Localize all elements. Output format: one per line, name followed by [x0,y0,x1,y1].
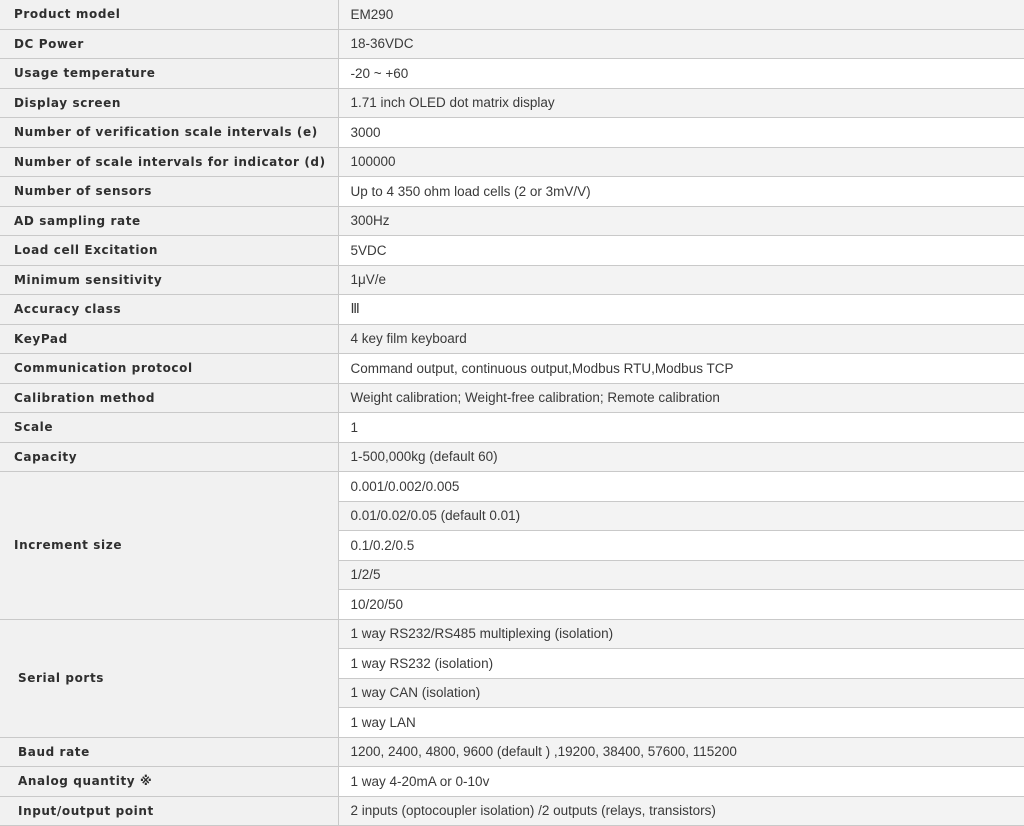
spec-value: 18-36VDC [338,29,1024,59]
spec-label: Communication protocol [0,354,338,384]
spec-label: Scale [0,413,338,443]
spec-label: Baud rate [0,737,338,767]
spec-value: 1μV/e [338,265,1024,295]
spec-row-calibration-method [0,383,1024,413]
spec-value: 4 key film keyboard [338,324,1024,354]
spec-value: -20 ~ +60 [338,59,1024,89]
spec-value: 1 way RS232/RS485 multiplexing (isolation) [338,619,1024,649]
spec-label: Display screen [0,88,338,118]
spec-row-display-screen [0,88,1024,118]
spec-label: DC Power [0,29,338,59]
spec-value: 100000 [338,147,1024,177]
spec-value: 1.71 inch OLED dot matrix display [338,88,1024,118]
spec-row-communication-protocol [0,354,1024,384]
spec-row-serial-ports [0,619,1024,649]
spec-value: Up to 4 350 ohm load cells (2 or 3mV/V) [338,177,1024,207]
spec-value: 1 way CAN (isolation) [338,678,1024,708]
spec-label: Load cell Excitation [0,236,338,266]
spec-row-minimum-sensitivity [0,265,1024,295]
spec-label-serial-ports: Serial ports [0,619,338,737]
spec-value: 5VDC [338,236,1024,266]
spec-row-number-of-sensors [0,177,1024,207]
spec-label: Number of scale intervals for indicator (d) [0,147,338,177]
spec-row-load-cell-excitation [0,236,1024,266]
spec-value: 1 way RS232 (isolation) [338,649,1024,679]
spec-value: Command output, continuous output,Modbus RTU,Modbus TCP [338,354,1024,384]
spec-value: 1 way 4-20mA or 0-10v [338,767,1024,797]
spec-row-keypad [0,324,1024,354]
spec-row-accuracy-class [0,295,1024,325]
spec-label: Product model [0,0,338,29]
spec-value: 0.1/0.2/0.5 [338,531,1024,561]
spec-row-analog-quantity [0,767,1024,797]
spec-value: 1-500,000kg (default 60) [338,442,1024,472]
spec-row-indicator-intervals [0,147,1024,177]
spec-row-usage-temperature [0,59,1024,89]
spec-value: 1/2/5 [338,560,1024,590]
spec-label: Capacity [0,442,338,472]
spec-row-scale [0,413,1024,443]
spec-row-verification-intervals [0,118,1024,148]
spec-row-capacity [0,442,1024,472]
spec-label: Input/output point [0,796,338,826]
spec-value: Ⅲ [338,295,1024,325]
spec-row-dc-power [0,29,1024,59]
spec-value: 1200, 2400, 4800, 9600 (default ) ,19200, 38400, 57600, 115200 [338,737,1024,767]
spec-label: Number of verification scale intervals (e) [0,118,338,148]
spec-value: 3000 [338,118,1024,148]
spec-label: Accuracy class [0,295,338,325]
spec-row-product-model [0,0,1024,29]
spec-value: EM290 [338,0,1024,29]
spec-label: AD sampling rate [0,206,338,236]
spec-label: Number of sensors [0,177,338,207]
spec-label: Usage temperature [0,59,338,89]
spec-value: 1 [338,413,1024,443]
spec-value: 300Hz [338,206,1024,236]
spec-value: 1 way LAN [338,708,1024,738]
spec-label: Minimum sensitivity [0,265,338,295]
spec-value: Weight calibration; Weight-free calibration; Remote calibration [338,383,1024,413]
spec-value: 2 inputs (optocoupler isolation) /2 outputs (relays, transistors) [338,796,1024,826]
spec-label-increment-size: Increment size [0,472,338,620]
spec-label: Analog quantity ※ [0,767,338,797]
spec-label: KeyPad [0,324,338,354]
spec-row-increment-size [0,472,1024,502]
spec-row-ad-sampling-rate [0,206,1024,236]
spec-row-baud-rate [0,737,1024,767]
spec-label: Calibration method [0,383,338,413]
spec-value: 0.001/0.002/0.005 [338,472,1024,502]
spec-value: 10/20/50 [338,590,1024,620]
spec-row-input-output-point [0,796,1024,826]
spec-value: 0.01/0.02/0.05 (default 0.01) [338,501,1024,531]
